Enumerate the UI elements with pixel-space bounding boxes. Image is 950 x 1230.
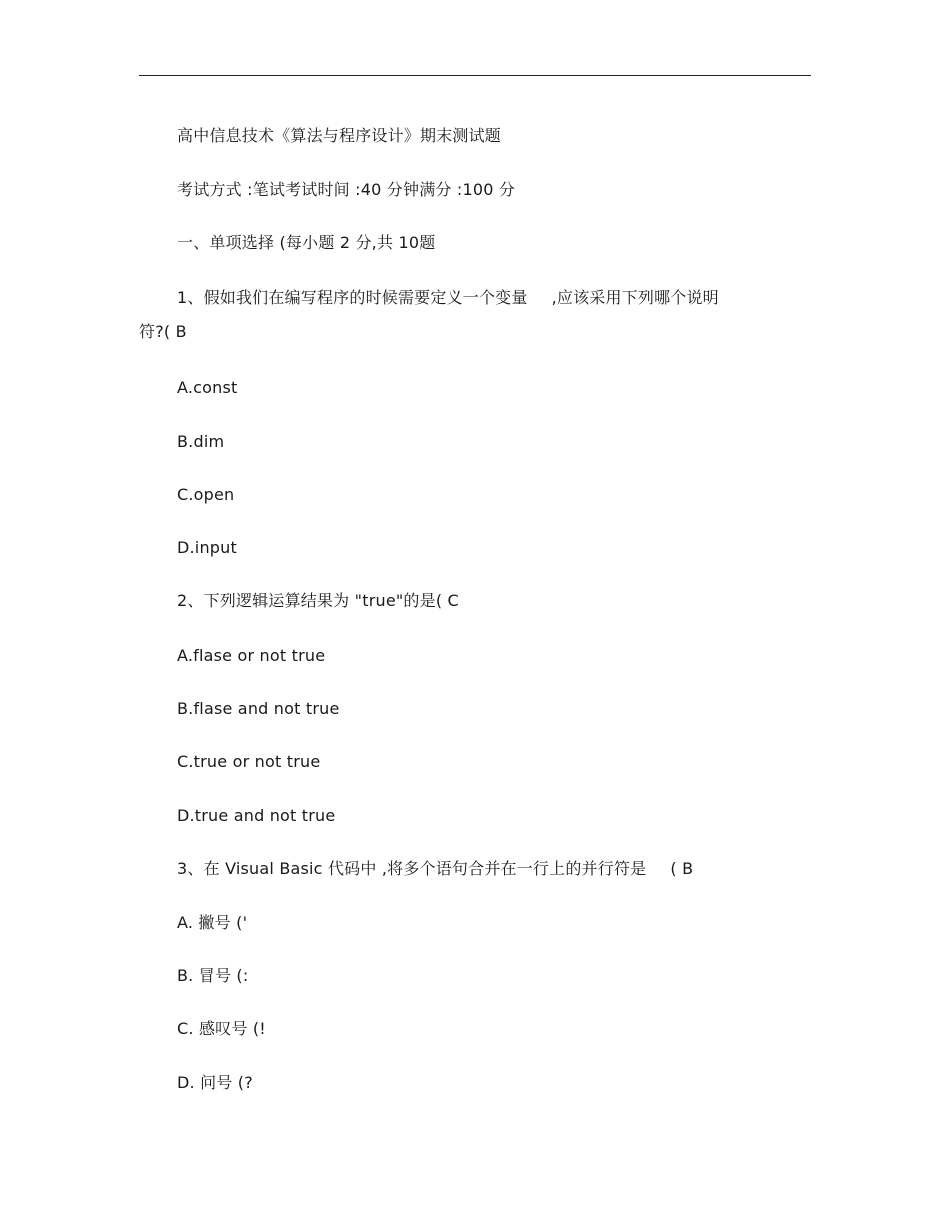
question-3-option-b: B. 冒号 (: [177, 966, 249, 985]
question-3-stem-part1: 3、在 Visual Basic 代码中 ,将多个语句合并在一行上的并行符是 [177, 859, 647, 878]
question-1-option-a: A.const [177, 378, 238, 397]
question-2-option-a: A.flase or not true [177, 646, 326, 665]
exam-info: 考试方式 :笔试考试时间 :40 分钟满分 :100 分 [177, 180, 516, 199]
question-1-stem-part1: 1、假如我们在编写程序的时候需要定义一个变量 [177, 288, 528, 307]
question-2-option-b: B.flase and not true [177, 699, 340, 718]
question-3-option-a: A. 撇号 (' [177, 913, 248, 932]
header-rule [139, 75, 811, 76]
document-title: 高中信息技术《算法与程序设计》期末测试题 [177, 126, 502, 145]
question-1-stem-continuation: 符?( B [139, 322, 187, 341]
question-3-stem-part2: ( B [670, 859, 694, 878]
question-1-option-d: D.input [177, 538, 237, 557]
question-2-option-c: C.true or not true [177, 752, 321, 771]
question-2-option-d: D.true and not true [177, 806, 336, 825]
question-1-stem [177, 288, 719, 308]
section-heading: 一、单项选择 (每小题 2 分,共 10题 [177, 233, 436, 252]
question-3-option-d: D. 问号 (? [177, 1073, 253, 1092]
question-3-option-c: C. 感叹号 (! [177, 1019, 266, 1038]
question-2-stem: 2、下列逻辑运算结果为 "true"的是( C [177, 591, 459, 610]
question-3-stem [177, 859, 693, 879]
question-1-option-c: C.open [177, 485, 235, 504]
question-1-stem-part2: ,应该采用下列哪个说明 [551, 288, 719, 307]
question-1-option-b: B.dim [177, 432, 225, 451]
